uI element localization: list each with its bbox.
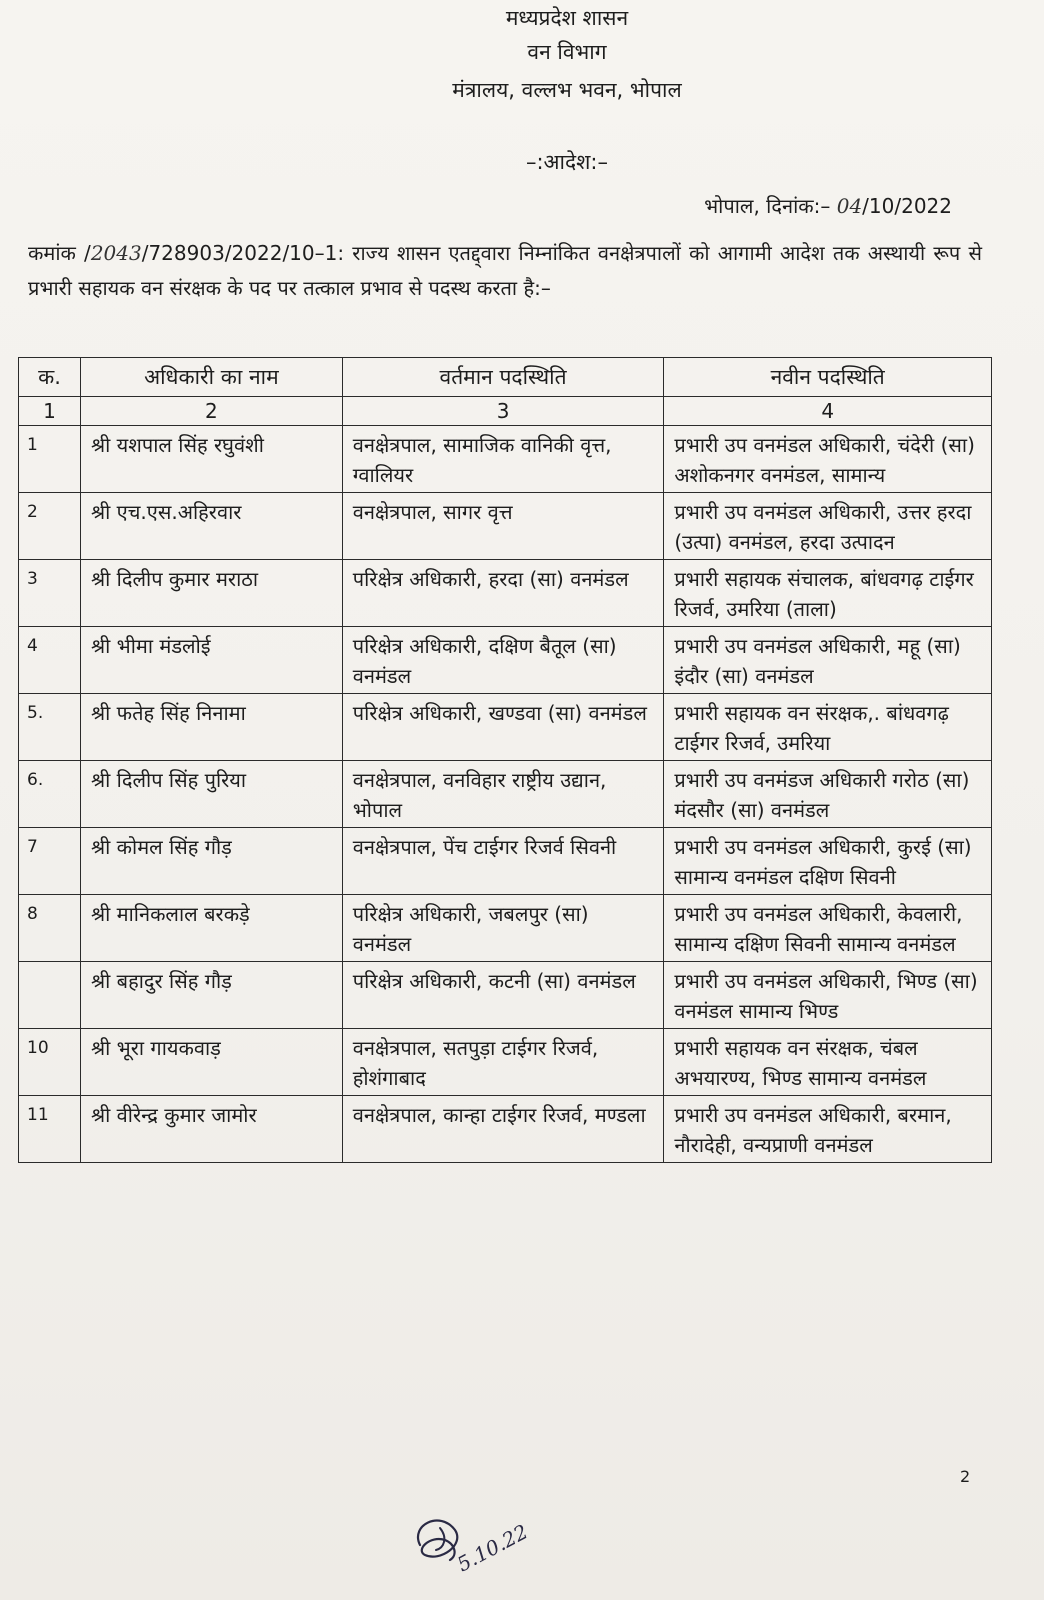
row-current: परिक्षेत्र अधिकारी, कटनी (सा) वनमंडल xyxy=(342,962,664,1029)
row-sn xyxy=(19,962,81,1029)
row-current: वनक्षेत्रपाल, सामाजिक वानिकी वृत्त, ग्वालियर xyxy=(342,426,664,493)
row-name: श्री भूरा गायकवाड़ xyxy=(80,1029,342,1096)
row-sn: 2 xyxy=(19,493,81,560)
table-row xyxy=(19,493,992,560)
row-new: प्रभारी उप वनमंडल अधिकारी, भिण्ड (सा) वनमंडल सामान्य भिण्ड xyxy=(664,962,992,1029)
date-rest: /10/2022 xyxy=(862,194,952,218)
col-number: 3 xyxy=(342,397,664,426)
row-sn: 10 xyxy=(19,1029,81,1096)
table-row xyxy=(19,962,992,1029)
table-row xyxy=(19,694,992,761)
row-name: श्री दिलीप सिंह पुरिया xyxy=(80,761,342,828)
row-sn: 11 xyxy=(19,1096,81,1163)
order-paragraph xyxy=(28,236,982,306)
row-current: परिक्षेत्र अधिकारी, जबलपुर (सा) वनमंडल xyxy=(342,895,664,962)
row-name: श्री कोमल सिंह गौड़ xyxy=(80,828,342,895)
table-row xyxy=(19,560,992,627)
header-name: अधिकारी का नाम xyxy=(80,358,342,397)
row-current: परिक्षेत्र अधिकारी, हरदा (सा) वनमंडल xyxy=(342,560,664,627)
row-name: श्री मानिकलाल बरकड़े xyxy=(80,895,342,962)
row-new: प्रभारी उप वनमंडल अधिकारी, बरमान, नौरादेही, वन्यप्राणी वनमंडल xyxy=(664,1096,992,1163)
header-current-posting: वर्तमान पदस्थिति xyxy=(342,358,664,397)
govt-title: मध्यप्रदेश शासन xyxy=(505,6,629,30)
row-new: प्रभारी उप वनमंडल अधिकारी, चंदेरी (सा) अशोकनगर वनमंडल, सामान्य xyxy=(664,426,992,493)
row-current: परिक्षेत्र अधिकारी, खण्डवा (सा) वनमंडल xyxy=(342,694,664,761)
table-row xyxy=(19,895,992,962)
col-number: 4 xyxy=(664,397,992,426)
row-sn: 4 xyxy=(19,627,81,694)
row-new: प्रभारी सहायक संचालक, बांधवगढ़ टाईगर रिजर्व, उमरिया (ताला) xyxy=(664,560,992,627)
signature-date: 5.10.22 xyxy=(453,1519,532,1577)
row-name: श्री वीरेन्द्र कुमार जामोर xyxy=(80,1096,342,1163)
department-title: वन विभाग xyxy=(527,40,607,64)
col-number: 2 xyxy=(80,397,342,426)
order-number-prefix: कमांक / xyxy=(28,241,91,265)
table-row xyxy=(19,426,992,493)
row-name: श्री फतेह सिंह निनामा xyxy=(80,694,342,761)
row-new: प्रभारी सहायक वन संरक्षक,. बांधवगढ़ टाईगर रिजर्व, उमरिया xyxy=(664,694,992,761)
row-new: प्रभारी सहायक वन संरक्षक, चंबल अभयारण्य, भिण्ड सामान्य वनमंडल xyxy=(664,1029,992,1096)
row-new: प्रभारी उप वनमंडल अधिकारी, केवलारी, सामान्य दक्षिण सिवनी सामान्य वनमंडल xyxy=(664,895,992,962)
row-new: प्रभारी उप वनमंडल अधिकारी, महू (सा) इंदौर (सा) वनमंडल xyxy=(664,627,992,694)
table-row xyxy=(19,1096,992,1163)
office-address: मंत्रालय, वल्लभ भवन, भोपाल xyxy=(452,78,682,102)
order-heading: –:आदेश:– xyxy=(525,150,609,174)
posting-table xyxy=(18,357,992,1163)
row-sn: 7 xyxy=(19,828,81,895)
row-name: श्री दिलीप कुमार मराठा xyxy=(80,560,342,627)
table-row xyxy=(19,828,992,895)
handwritten-signature xyxy=(400,1500,570,1590)
row-name: श्री एच.एस.अहिरवार xyxy=(80,493,342,560)
row-current: वनक्षेत्रपाल, पेंच टाईगर रिजर्व सिवनी xyxy=(342,828,664,895)
header-sn: क. xyxy=(19,358,81,397)
order-number-handwritten: 2043 xyxy=(90,241,142,265)
date-prefix: भोपाल, दिनांक:– xyxy=(704,194,831,218)
row-name: श्री भीमा मंडलोई xyxy=(80,627,342,694)
row-name: श्री बहादुर सिंह गौड़ xyxy=(80,962,342,1029)
row-sn: 5. xyxy=(19,694,81,761)
table-row xyxy=(19,1029,992,1096)
order-date xyxy=(704,192,952,219)
table-header-row xyxy=(19,358,992,397)
col-number: 1 xyxy=(19,397,81,426)
row-sn: 8 xyxy=(19,895,81,962)
table-column-number-row xyxy=(19,397,992,426)
row-current: वनक्षेत्रपाल, कान्हा टाईगर रिजर्व, मण्डला xyxy=(342,1096,664,1163)
row-new: प्रभारी उप वनमंडल अधिकारी, कुरई (सा) सामान्य वनमंडल दक्षिण सिवनी xyxy=(664,828,992,895)
row-current: वनक्षेत्रपाल, वनविहार राष्ट्रीय उद्यान, भोपाल xyxy=(342,761,664,828)
row-new: प्रभारी उप वनमंडल अधिकारी, उत्तर हरदा (उत्पा) वनमंडल, हरदा उत्पादन xyxy=(664,493,992,560)
row-current: परिक्षेत्र अधिकारी, दक्षिण बैतूल (सा) वनमंडल xyxy=(342,627,664,694)
order-text: /728903/2022/10–1: राज्य शासन एतद्द्वारा निम्नांकित वनक्षेत्रपालों को आगामी आदेश तक अस्थायी रूप से प्रभारी सहायक वन संरक्षक के पद पर तत्काल प्रभाव से पदस्थ करता है:– xyxy=(28,241,982,300)
row-new: प्रभारी उप वनमंडज अधिकारी गरोठ (सा) मंदसौर (सा) वनमंडल xyxy=(664,761,992,828)
header-new-posting: नवीन पदस्थिति xyxy=(664,358,992,397)
table-row xyxy=(19,761,992,828)
row-name: श्री यशपाल सिंह रघुवंशी xyxy=(80,426,342,493)
row-sn: 3 xyxy=(19,560,81,627)
row-sn: 1 xyxy=(19,426,81,493)
page-number: 2 xyxy=(960,1467,971,1486)
date-day-handwritten: 04 xyxy=(836,194,863,218)
row-current: वनक्षेत्रपाल, सागर वृत्त xyxy=(342,493,664,560)
table-row xyxy=(19,627,992,694)
row-current: वनक्षेत्रपाल, सतपुड़ा टाईगर रिजर्व, होशंगाबाद xyxy=(342,1029,664,1096)
row-sn: 6. xyxy=(19,761,81,828)
